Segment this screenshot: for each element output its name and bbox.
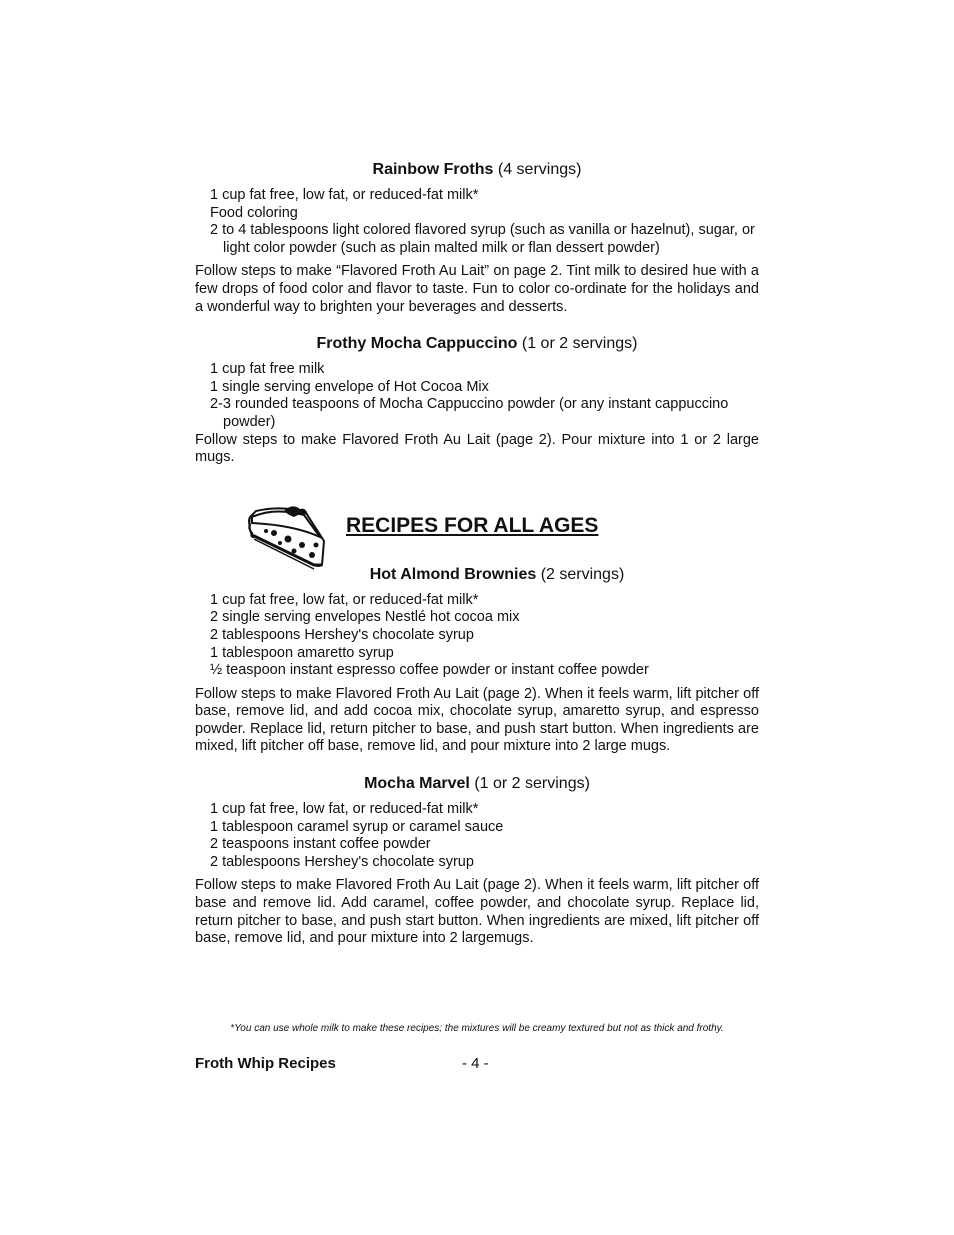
ingredient: 1 cup fat free, low fat, or reduced-fat milk* xyxy=(210,187,479,203)
recipe-servings: (1 or 2 servings) xyxy=(474,775,590,793)
ingredient: Food coloring xyxy=(210,204,298,221)
section-title: RECIPES FOR ALL AGES xyxy=(346,513,599,537)
footnote: *You can use whole milk to make these recipes; the mixtures will be creamy textured but not as thick and frothy. xyxy=(230,1023,724,1034)
ingredient: 1 tablespoon caramel syrup or caramel sauce xyxy=(210,818,504,835)
ingredient: 1 single serving envelope of Hot Cocoa Mix xyxy=(210,378,489,395)
footer-title: Froth Whip Recipes xyxy=(195,1055,336,1072)
recipe-frothy-mocha-cappuccino xyxy=(195,334,759,467)
recipe-rainbow-froths xyxy=(195,160,759,316)
ingredient-list xyxy=(195,361,759,431)
recipe-servings: (1 or 2 servings) xyxy=(521,335,638,353)
pie-slice-icon xyxy=(244,503,328,571)
ingredient: 2 teaspoons instant coffee powder xyxy=(210,836,431,853)
recipe-directions: Follow steps to make Flavored Froth Au Lait (page 2). When it feels warm, lift pitcher off base, remove lid, and add cocoa mix, chocolate syrup, amaretto syrup, and espresso powder. Replace lid, return pitcher to base, and push start button. When ingredients are mixed, lift pitcher off base, remove lid, and pour mixture into 2 large mugs. xyxy=(195,685,759,755)
recipe-name: Frothy Mocha Cappuccino xyxy=(316,335,518,353)
ingredient: 1 cup fat free, low fat, or reduced-fat milk* xyxy=(210,591,479,608)
ingredient: 1 cup fat free milk xyxy=(210,361,325,378)
ingredient: ½ teaspoon instant espresso coffee powder or instant coffee powder xyxy=(210,662,649,679)
ingredient: 1 cup fat free, low fat, or reduced-fat milk* xyxy=(210,801,479,818)
recipe-hot-almond-brownies xyxy=(195,565,759,756)
recipe-title xyxy=(195,774,759,794)
ingredient-list xyxy=(195,801,759,871)
section-header xyxy=(195,503,759,579)
recipe-title xyxy=(195,160,759,180)
recipe-mocha-marvel xyxy=(195,774,759,948)
ingredient: 1 tablespoon amaretto syrup xyxy=(210,644,394,661)
recipe-servings: (4 servings) xyxy=(497,161,582,178)
recipe-directions: Follow steps to make “Flavored Froth Au Lait” on page 2. Tint milk to desired hue with a few drops of food color and flavor to taste. Fun to color co-ordinate for the holidays and a wonderful way to brighten your beverages and desserts. xyxy=(195,263,759,315)
ingredient-list xyxy=(195,187,759,257)
recipe-servings: (2 servings) xyxy=(540,565,625,583)
recipe-name: Mocha Marvel xyxy=(364,775,470,793)
recipe-directions: Follow steps to make Flavored Froth Au Lait (page 2). Pour mixture into 1 or 2 large mugs. xyxy=(195,431,759,466)
recipe-name: Rainbow Froths xyxy=(372,161,494,178)
ingredient: 2 tablespoons Hershey's chocolate syrup xyxy=(210,626,474,643)
ingredient: 2 to 4 tablespoons light colored flavored syrup (such as vanilla or hazelnut), sugar, or light color powder (such as plain malted milk or flan dessert powder) xyxy=(210,222,755,256)
page-content xyxy=(195,160,759,966)
ingredient-list xyxy=(195,592,759,680)
recipe-directions: Follow steps to make Flavored Froth Au Lait (page 2). When it feels warm, lift pitcher off base and remove lid. Add caramel, coffee powder, and chocolate syrup. Replace lid, return pitcher to base, and push start button. When ingredients are mixed, lift pitcher off base, remove lid, and pour mixture into 2 largemugs. xyxy=(195,877,759,947)
recipe-name: Hot Almond Brownies xyxy=(369,565,537,583)
ingredient: 2 single serving envelopes Nestlé hot cocoa mix xyxy=(210,609,520,626)
page-number: - 4 - xyxy=(462,1055,489,1072)
ingredient: 2 tablespoons Hershey's chocolate syrup xyxy=(210,853,474,870)
recipe-title xyxy=(195,334,759,354)
ingredient: 2-3 rounded teaspoons of Mocha Cappuccino powder (or any instant cappuccino powder) xyxy=(210,396,729,430)
